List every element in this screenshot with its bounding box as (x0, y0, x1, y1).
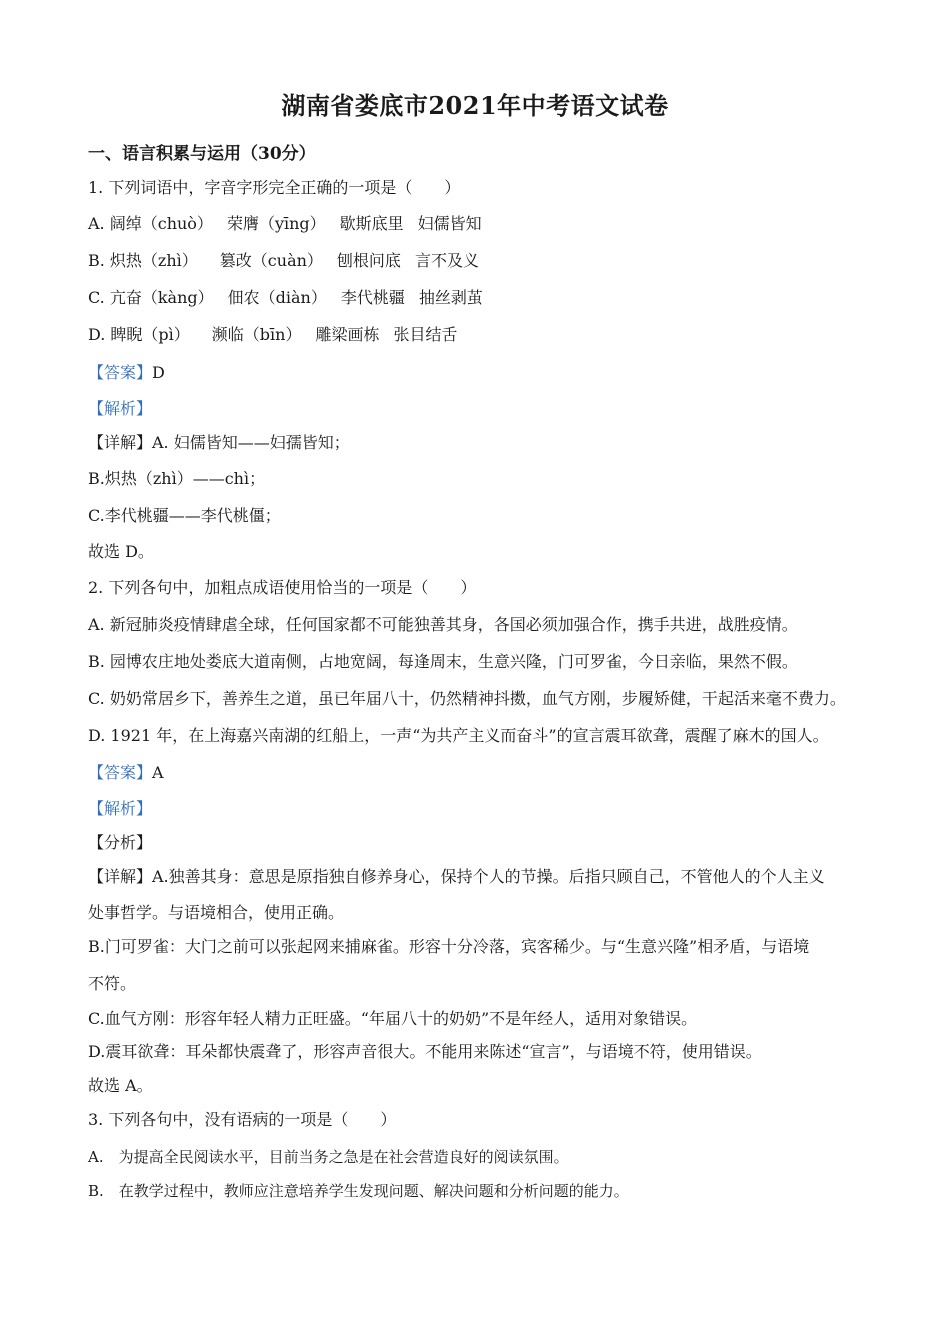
option-part: 雕梁画栋 (315, 325, 380, 344)
option-part: 抽丝剥茧 (418, 288, 483, 307)
q1-option-d (88, 324, 458, 346)
q2-detail-line: B.门可罗雀：大门之前可以张起网来捕麻雀。形容十分冷落，宾客稀少。与“生意兴隆”相矛盾，与语境 (88, 937, 810, 956)
q1-answer (88, 362, 165, 384)
q2-option-b: B. 园博农庄地处娄底大道南侧，占地宽阔，每逢周末，生意兴隆，门可罗雀，今日亲临，果然不假。 (88, 652, 798, 671)
q2-detail-line: 【详解】A.独善其身：意思是原指独自修养身心，保持个人的节操。后指只顾自己，不管他人的个人主义 (88, 867, 825, 886)
answer-value: A (152, 763, 164, 782)
option-part: B. 炽热（zhì） (88, 251, 198, 270)
option-part: 刨根问底 (336, 251, 401, 270)
q2-option-c: C. 奶奶常居乡下，善养生之道，虽已年届八十，仍然精神抖擞，血气方刚，步履矫健，干起活来毫不费力。 (88, 689, 846, 708)
page-title: 湖南省娄底市2021年中考语文试卷 (281, 91, 669, 120)
q2-detail-line: D.震耳欲聋：耳朵都快震聋了，形容声音很大。不能用来陈述“宣言”，与语境不符，使用错误。 (88, 1042, 762, 1061)
answer-tag: 【答案】 (88, 363, 153, 382)
q2-detail-line: 故选 A。 (88, 1076, 153, 1095)
option-part: 佃农（diàn） (227, 288, 327, 307)
option-part: D. 睥睨（pì） (88, 325, 190, 344)
q1-option-c (88, 287, 483, 309)
option-part: 妇儒皆知 (417, 214, 482, 233)
answer-tag: 【答案】 (88, 763, 153, 782)
q1-stem: 1. 下列词语中，字音字形完全正确的一项是（ ） (88, 178, 461, 197)
option-part: 荣膺（yīng） (226, 214, 326, 233)
option-part: 李代桃疆 (340, 288, 405, 307)
q2-option-d: D. 1921 年，在上海嘉兴南湖的红船上，一声“为共产主义而奋斗”的宣言震耳欲聋，震醒了麻木的国人。 (88, 726, 829, 745)
q2-fenxi-tag: 【分析】 (88, 833, 153, 852)
option-part: 篡改（cuàn） (219, 251, 323, 270)
q3-option-b: B. 在教学过程中，教师应注意培养学生发现问题、解决问题和分析问题的能力。 (88, 1182, 629, 1200)
option-part: 言不及义 (414, 251, 479, 270)
option-part: 张目结舌 (393, 325, 458, 344)
option-part: A. 阔绰（chuò） (88, 214, 213, 233)
option-part: 濒临（bīn） (211, 325, 302, 344)
option-part: 歇斯底里 (339, 214, 404, 233)
q1-detail-line: B.炽热（zhì）——chì； (88, 469, 266, 488)
q2-detail-line: 不符。 (88, 974, 137, 993)
q2-detail-line: 处事哲学。与语境相合，使用正确。 (88, 903, 345, 922)
q2-stem: 2. 下列各句中，加粗点成语使用恰当的一项是（ ） (88, 578, 477, 597)
q1-detail-line: 【详解】A. 妇儒皆知——妇孺皆知； (88, 433, 350, 452)
q2-option-a: A. 新冠肺炎疫情肆虐全球，任何国家都不可能独善其身，各国必须加强合作，携手共进，战胜疫情。 (88, 615, 798, 634)
q2-answer (88, 762, 164, 784)
answer-value: D (152, 363, 165, 382)
q1-detail-line: 故选 D。 (88, 542, 154, 561)
option-part: C. 亢奋（kàng） (88, 288, 214, 307)
q2-analysis-tag: 【解析】 (88, 799, 153, 818)
q1-option-b (88, 250, 479, 272)
section-heading: 一、语言积累与运用（30分） (88, 144, 316, 164)
q3-option-a: A. 为提高全民阅读水平，目前当务之急是在社会营造良好的阅读氛围。 (88, 1148, 569, 1166)
q2-detail-line: C.血气方刚：形容年轻人精力正旺盛。“年届八十的奶奶”不是年经人，适用对象错误。 (88, 1009, 698, 1028)
q1-detail-line: C.李代桃疆——李代桃僵； (88, 506, 281, 525)
q3-stem: 3. 下列各句中，没有语病的一项是（ ） (88, 1110, 397, 1129)
q1-analysis-tag: 【解析】 (88, 399, 153, 418)
q1-option-a (88, 213, 482, 235)
